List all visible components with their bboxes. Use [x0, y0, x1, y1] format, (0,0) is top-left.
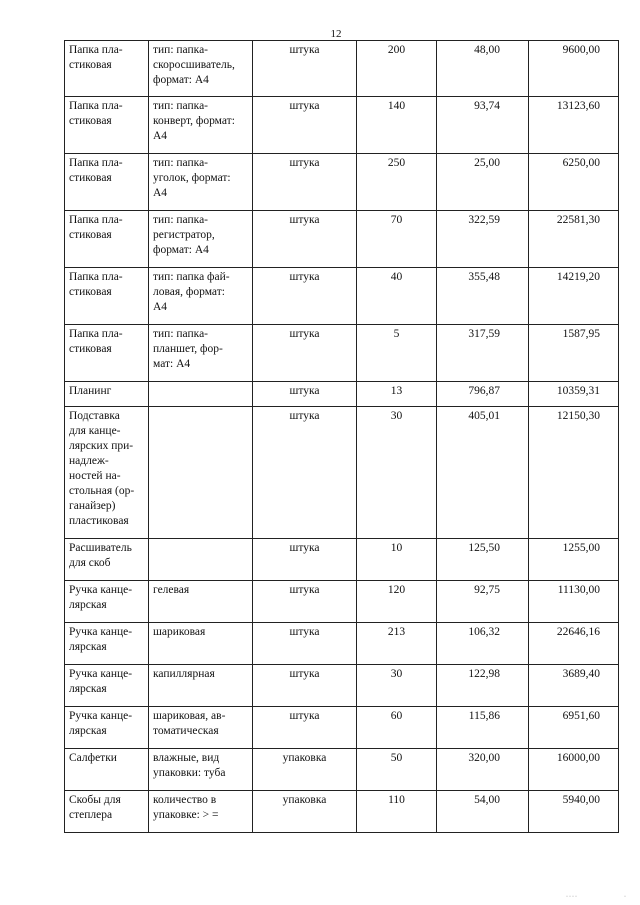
item-unit-cell: штука	[253, 382, 357, 407]
item-total-cell: 22581,30	[529, 211, 619, 268]
item-name-cell: Подставка для канце- лярских при- надлеж- ностей на- стольная (ор- ганайзер) пластиковая	[65, 407, 149, 539]
item-qty-cell: 140	[357, 97, 437, 154]
item-price-cell: 54,00	[437, 791, 529, 833]
item-name-cell: Папка пла- стиковая	[65, 41, 149, 97]
table-row	[65, 791, 619, 833]
item-total-cell: 3689,40	[529, 665, 619, 707]
item-price-cell: 122,98	[437, 665, 529, 707]
item-qty-cell: 30	[357, 665, 437, 707]
item-qty-cell: 10	[357, 539, 437, 581]
table-row	[65, 749, 619, 791]
item-qty-cell: 13	[357, 382, 437, 407]
table-row	[65, 581, 619, 623]
goods-table	[64, 40, 619, 833]
table-row	[65, 539, 619, 581]
item-price-cell: 796,87	[437, 382, 529, 407]
item-qty-cell: 60	[357, 707, 437, 749]
item-price-cell: 25,00	[437, 154, 529, 211]
item-total-cell: 10359,31	[529, 382, 619, 407]
item-spec-cell: гелевая	[149, 581, 253, 623]
item-spec-cell: тип: папка- конверт, формат: А4	[149, 97, 253, 154]
item-unit-cell: штука	[253, 211, 357, 268]
item-spec-cell: влажные, вид упаковки: туба	[149, 749, 253, 791]
item-price-cell: 317,59	[437, 325, 529, 382]
item-price-cell: 322,59	[437, 211, 529, 268]
item-unit-cell: штука	[253, 268, 357, 325]
item-unit-cell: штука	[253, 539, 357, 581]
item-total-cell: 12150,30	[529, 407, 619, 539]
scan-footer-dot: ·	[624, 894, 626, 900]
item-name-cell: Папка пла- стиковая	[65, 154, 149, 211]
item-price-cell: 320,00	[437, 749, 529, 791]
item-name-cell: Скобы для степлера	[65, 791, 149, 833]
table-row	[65, 325, 619, 382]
item-qty-cell: 5	[357, 325, 437, 382]
item-spec-cell: шариковая, ав- томатическая	[149, 707, 253, 749]
item-spec-cell: шариковая	[149, 623, 253, 665]
item-total-cell: 11130,00	[529, 581, 619, 623]
item-name-cell: Планинг	[65, 382, 149, 407]
table-row	[65, 623, 619, 665]
item-total-cell: 14219,20	[529, 268, 619, 325]
item-total-cell: 1587,95	[529, 325, 619, 382]
item-qty-cell: 110	[357, 791, 437, 833]
item-name-cell: Папка пла- стиковая	[65, 325, 149, 382]
item-unit-cell: штука	[253, 154, 357, 211]
item-qty-cell: 70	[357, 211, 437, 268]
item-spec-cell: тип: папка- планшет, фор- мат: А4	[149, 325, 253, 382]
item-unit-cell: штука	[253, 97, 357, 154]
scan-footer-mark: ····	[566, 894, 578, 900]
item-spec-cell: тип: папка фай- ловая, формат: А4	[149, 268, 253, 325]
item-total-cell: 6250,00	[529, 154, 619, 211]
item-name-cell: Ручка канце- лярская	[65, 581, 149, 623]
item-total-cell: 5940,00	[529, 791, 619, 833]
item-name-cell: Папка пла- стиковая	[65, 211, 149, 268]
item-qty-cell: 30	[357, 407, 437, 539]
item-name-cell: Расшиватель для скоб	[65, 539, 149, 581]
item-unit-cell: штука	[253, 407, 357, 539]
table-row	[65, 211, 619, 268]
item-qty-cell: 40	[357, 268, 437, 325]
item-qty-cell: 200	[357, 41, 437, 97]
item-qty-cell: 213	[357, 623, 437, 665]
item-price-cell: 125,50	[437, 539, 529, 581]
item-name-cell: Ручка канце- лярская	[65, 623, 149, 665]
item-spec-cell: тип: папка- регистратор, формат: А4	[149, 211, 253, 268]
item-total-cell: 6951,60	[529, 707, 619, 749]
item-spec-cell: тип: папка- уголок, формат: А4	[149, 154, 253, 211]
table-row	[65, 382, 619, 407]
table-row	[65, 97, 619, 154]
item-name-cell: Ручка канце- лярская	[65, 665, 149, 707]
item-unit-cell: штука	[253, 707, 357, 749]
item-total-cell: 16000,00	[529, 749, 619, 791]
item-spec-cell: тип: папка- скоросшиватель, формат: А4	[149, 41, 253, 97]
item-name-cell: Салфетки	[65, 749, 149, 791]
table-row	[65, 154, 619, 211]
table-row	[65, 407, 619, 539]
table-row	[65, 707, 619, 749]
item-spec-cell: капиллярная	[149, 665, 253, 707]
table-row	[65, 665, 619, 707]
item-price-cell: 92,75	[437, 581, 529, 623]
item-price-cell: 355,48	[437, 268, 529, 325]
item-qty-cell: 120	[357, 581, 437, 623]
item-unit-cell: штука	[253, 41, 357, 97]
item-unit-cell: штука	[253, 581, 357, 623]
item-price-cell: 106,32	[437, 623, 529, 665]
item-price-cell: 115,86	[437, 707, 529, 749]
item-unit-cell: штука	[253, 665, 357, 707]
item-total-cell: 22646,16	[529, 623, 619, 665]
item-name-cell: Ручка канце- лярская	[65, 707, 149, 749]
page-number: 12	[330, 28, 342, 40]
item-total-cell: 1255,00	[529, 539, 619, 581]
item-qty-cell: 50	[357, 749, 437, 791]
item-name-cell: Папка пла- стиковая	[65, 97, 149, 154]
item-unit-cell: упаковка	[253, 749, 357, 791]
item-price-cell: 405,01	[437, 407, 529, 539]
item-unit-cell: штука	[253, 325, 357, 382]
item-unit-cell: штука	[253, 623, 357, 665]
item-name-cell: Папка пла- стиковая	[65, 268, 149, 325]
item-spec-cell: количество в упаковке: > =	[149, 791, 253, 833]
item-spec-cell	[149, 407, 253, 539]
item-price-cell: 93,74	[437, 97, 529, 154]
item-unit-cell: упаковка	[253, 791, 357, 833]
item-total-cell: 9600,00	[529, 41, 619, 97]
item-qty-cell: 250	[357, 154, 437, 211]
item-price-cell: 48,00	[437, 41, 529, 97]
item-spec-cell	[149, 382, 253, 407]
table-row	[65, 41, 619, 97]
table-row	[65, 268, 619, 325]
item-spec-cell	[149, 539, 253, 581]
item-total-cell: 13123,60	[529, 97, 619, 154]
